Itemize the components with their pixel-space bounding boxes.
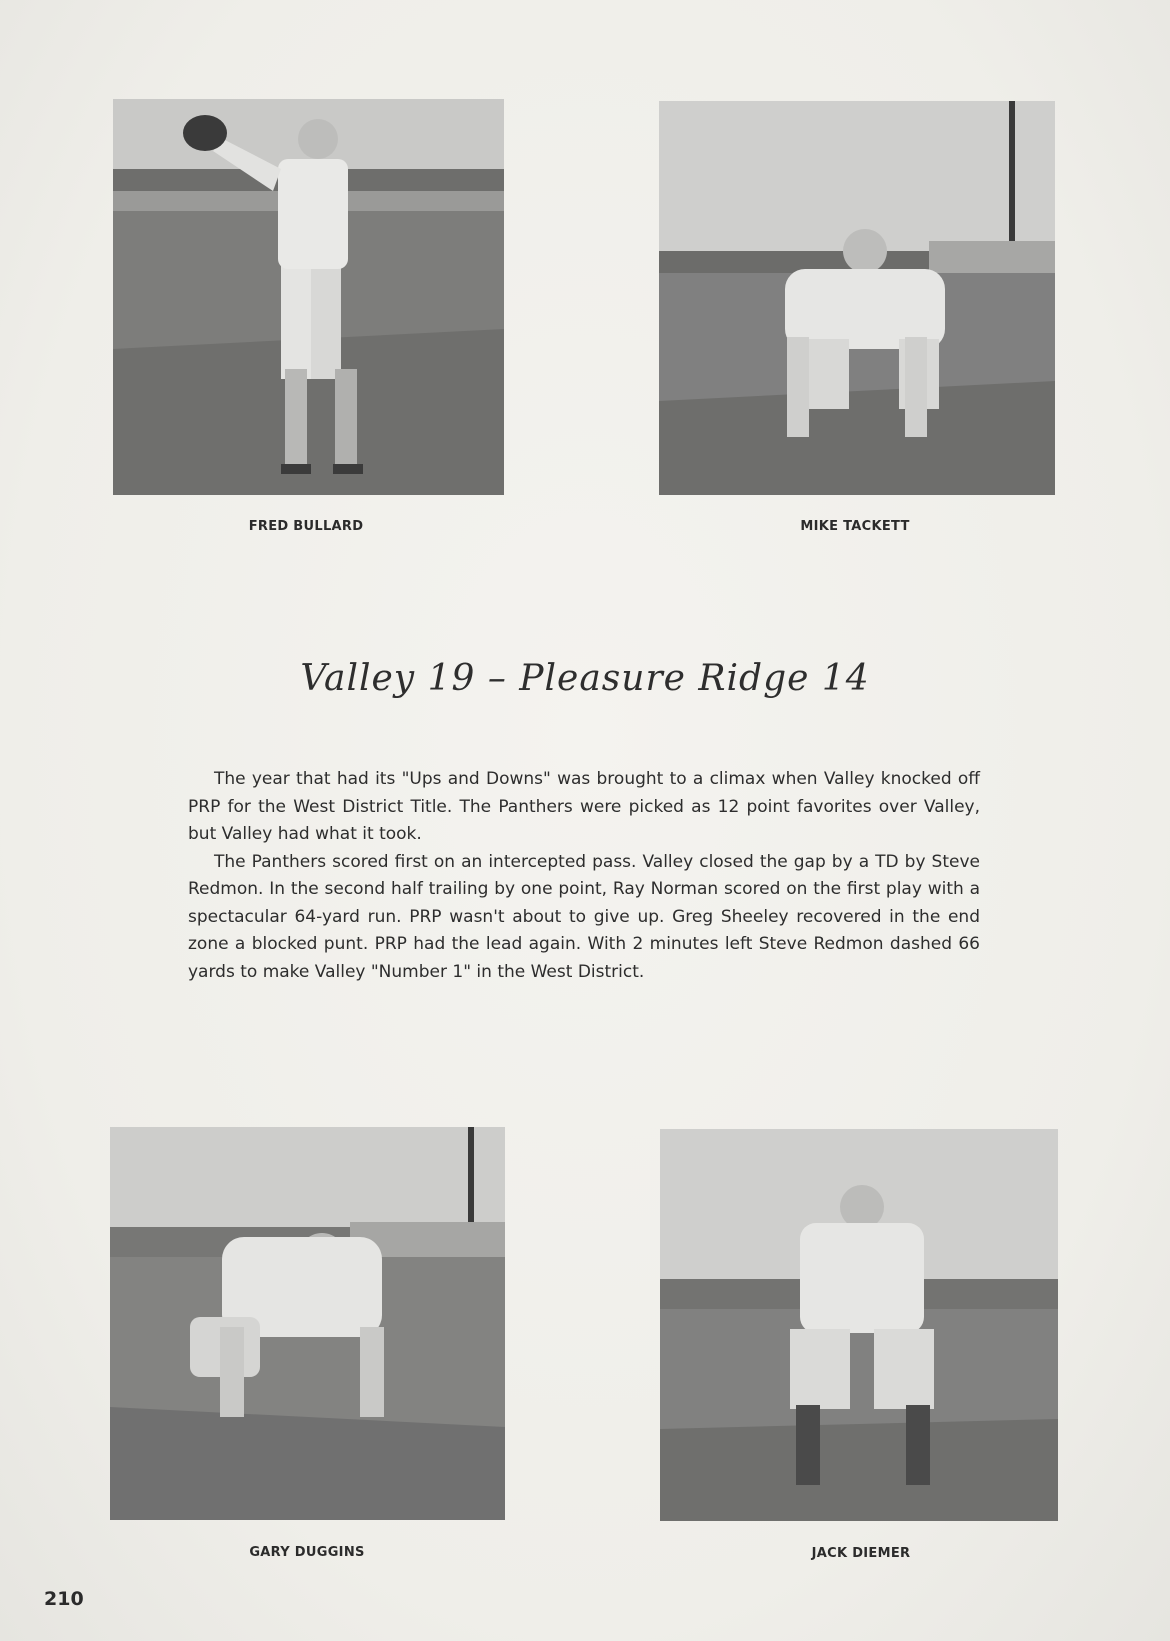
photo-caption: GARY DUGGINS bbox=[249, 1545, 365, 1560]
photo-caption: FRED BULLARD bbox=[248, 519, 364, 534]
player-photo-fred-bullard bbox=[113, 99, 504, 495]
story-paragraph: The Panthers scored first on an intercepted pass. Valley closed the gap by a TD by Steve Redmon. In the second half trailing by one point, Ray Norman scored on the first play with a spectacular 64-yard run. PRP wasn't about to give up. Greg Sheeley recovered in the end zone a blocked punt. PRP had the lead again. With 2 minutes left Steve Redmon dashed 66 yards to make Valley "Number 1" in the West District. bbox=[188, 851, 980, 982]
game-story bbox=[188, 766, 980, 986]
photo-caption: JACK DIEMER bbox=[811, 1546, 911, 1561]
player-photo-gary-duggins bbox=[110, 1127, 505, 1520]
player-photo-jack-diemer bbox=[660, 1129, 1058, 1521]
photo-caption: MIKE TACKETT bbox=[800, 519, 910, 534]
player-photo-mike-tackett bbox=[659, 101, 1055, 495]
story-paragraph: The year that had its "Ups and Downs" was brought to a climax when Valley knocked off PRP for the West District Title. The Panthers were picked as 12 point favorites over Valley, but Valley had what it took. bbox=[188, 769, 980, 844]
page-number: 210 bbox=[44, 1588, 84, 1610]
game-score-headline: Valley 19 – Pleasure Ridge 14 bbox=[300, 658, 870, 699]
